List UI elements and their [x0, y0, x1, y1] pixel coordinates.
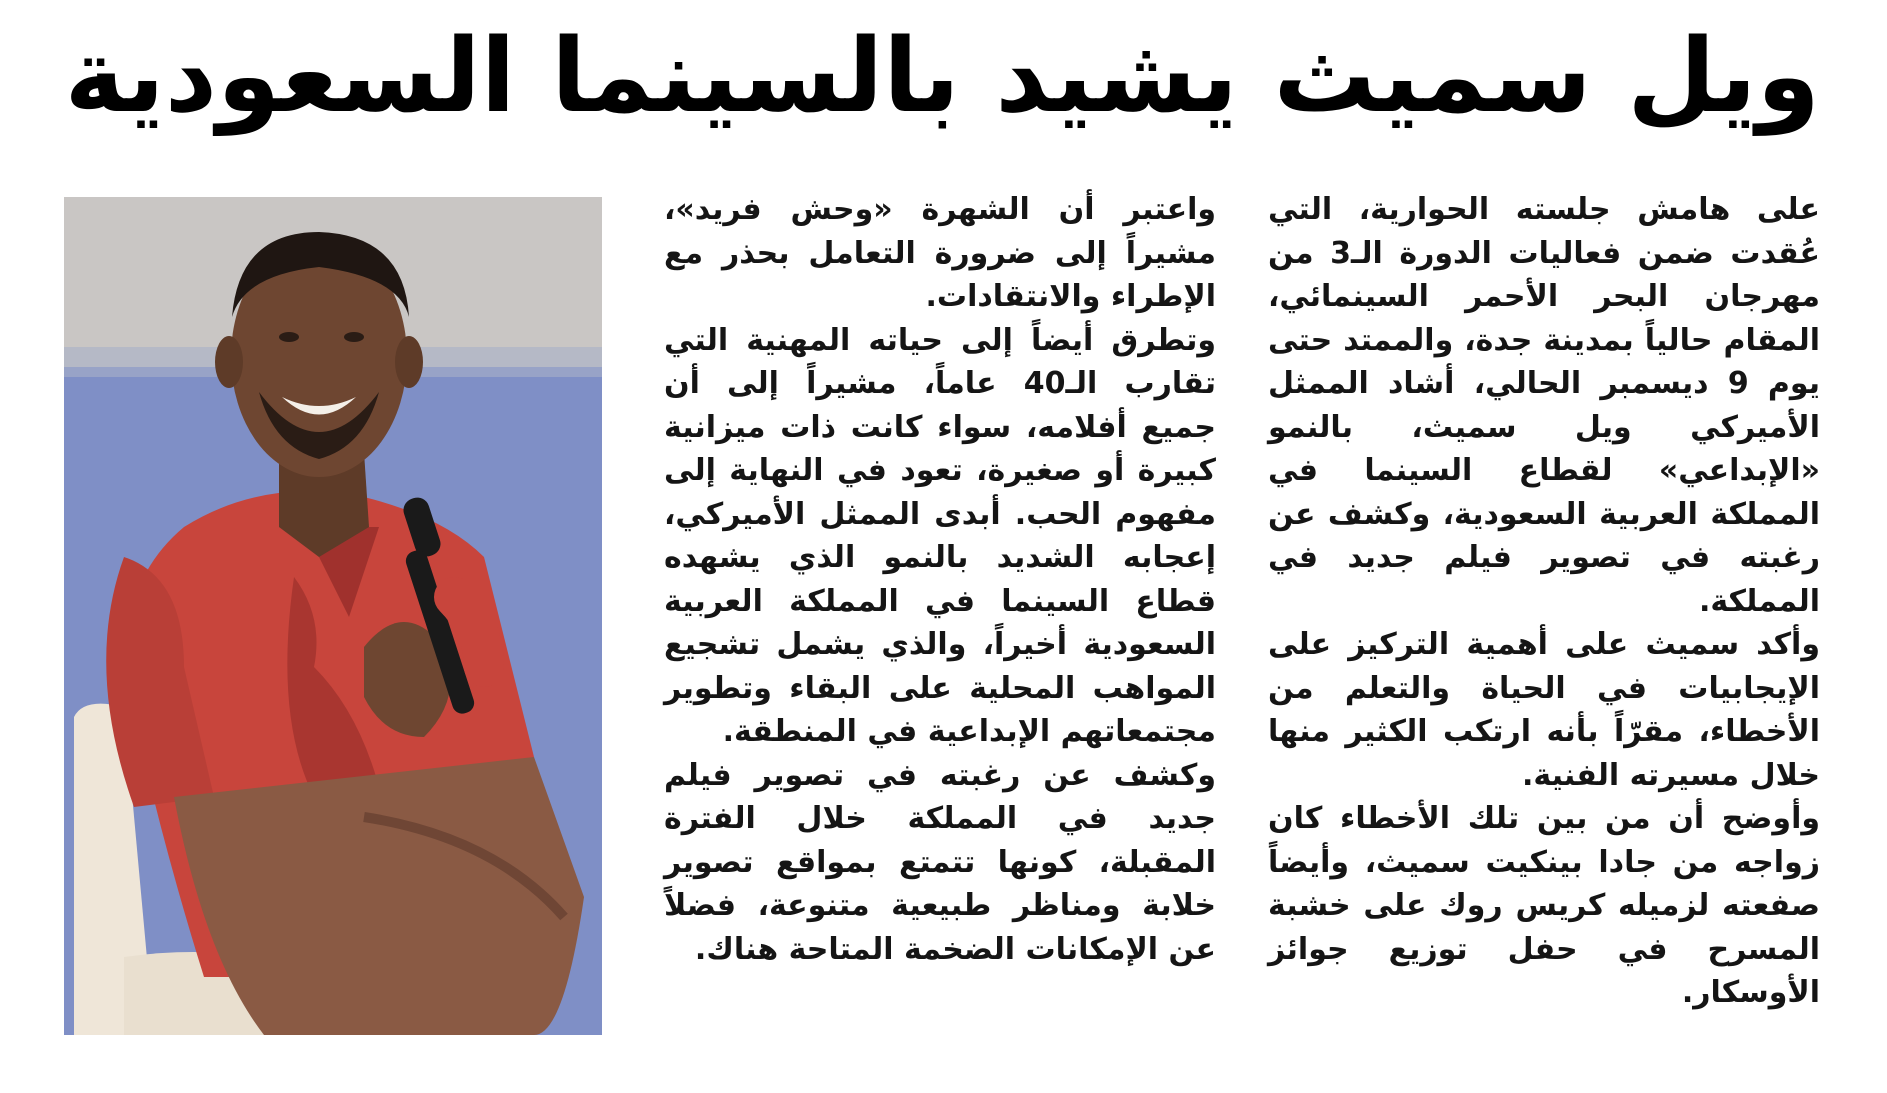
paragraph: على هامش جلسته الحوارية، التي عُقدت ضمن فعاليات الدورة الـ3 من مهرجان البحر الأحمر السينمائي، المقام حالياً بمدينة جدة، والممتد حتى يوم 9 ديسمبر الحالي، أشاد الممثل الأميركي ويل سميث، بالنمو «الإبداعي» لقطاع السينما في المملكة العربية السعودية، وكشف عن رغبته في تصوير فيلم جديد في المملكة.: [1268, 192, 1820, 619]
article-photo: [64, 197, 602, 1035]
person-with-microphone-photo: [64, 197, 602, 1035]
paragraph: وكشف عن رغبته في تصوير فيلم جديد في المملكة خلال الفترة المقبلة، كونها تتمتع بمواقع تصوير خلابة ومناظر طبيعية متنوعة، فضلاً عن الإمكانات الضخمة المتاحة هناك.: [664, 757, 1216, 967]
paragraph: وأكد سميث على أهمية التركيز على الإيجابيات في الحياة والتعلم من الأخطاء، مقرّاً بأنه ارتكب الكثير منها خلال مسيرته الفنية.: [1268, 627, 1820, 793]
paragraph: واعتبر أن الشهرة «وحش فريد»، مشيراً إلى ضرورة التعامل بحذر مع الإطراء والانتقادات.: [664, 192, 1216, 314]
article-column-middle: [664, 188, 1216, 1048]
article-column-right: [1268, 188, 1820, 1048]
paragraph: وتطرق أيضاً إلى حياته المهنية التي تقارب الـ40 عاماً، مشيراً إلى أن جميع أفلامه، سواء كانت ذات ميزانية كبيرة أو صغيرة، تعود في النهاية إلى مفهوم الحب. أبدى الممثل الأميركي، إعجابه الشديد بالنمو الذي يشهده قطاع السينما في المملكة العربية السعودية أخيراً، والذي يشمل تشجيع المواهب المحلية على البقاء وتطوير مجتمعاتهم الإبداعية في المنطقة.: [664, 322, 1216, 749]
article-headline: ويل سميث يشيد بالسينما السعودية: [64, 17, 1820, 136]
paragraph: وأوضح أن من بين تلك الأخطاء كان زواجه من جادا بينكيت سميث، وأيضاً صفعته لزميله كريس روك على خشبة المسرح في حفل توزيع جوائز الأوسكار.: [1268, 801, 1820, 1010]
